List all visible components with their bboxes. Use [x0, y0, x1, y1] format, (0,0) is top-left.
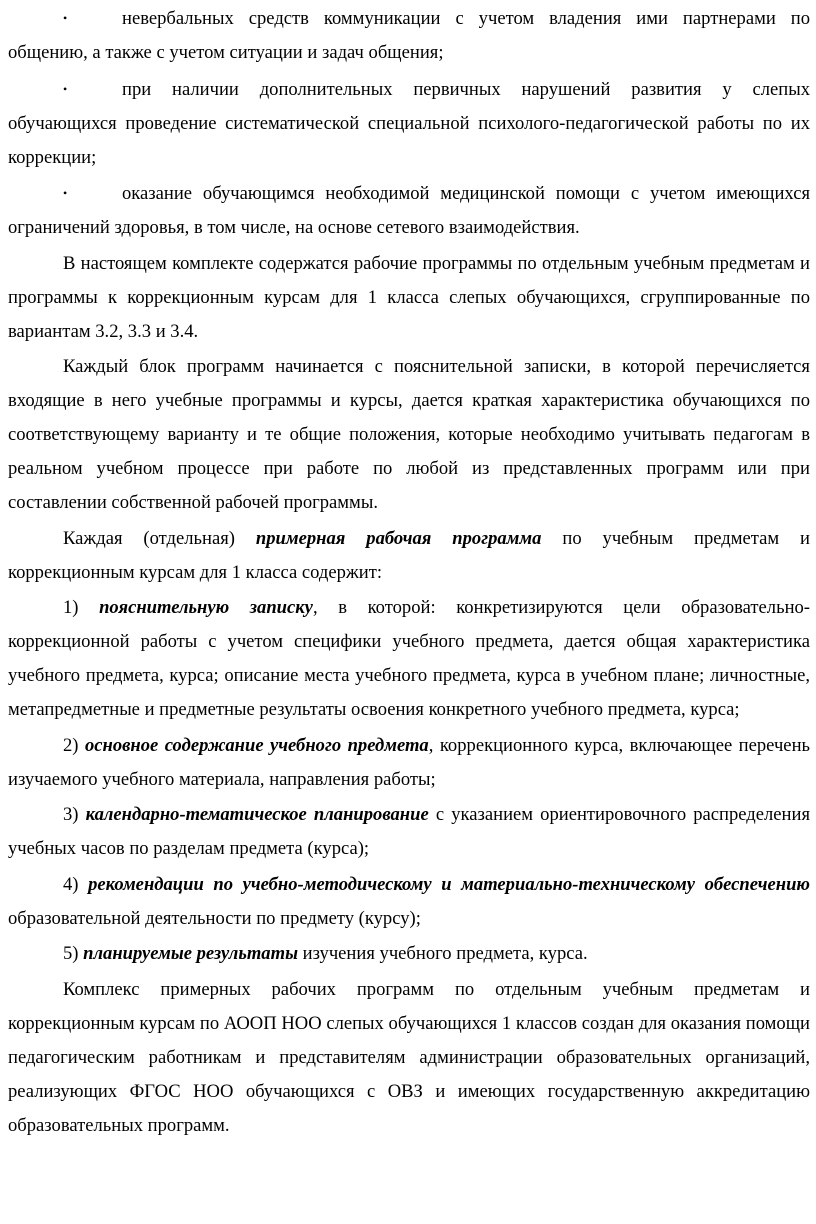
numbered-item-4: [8, 868, 810, 936]
bullet-item: [8, 1, 810, 70]
bullet-item: [8, 176, 810, 245]
item-text: , коррекционного курса, включающее перечень изучаемого учебного материала, направления работы;: [8, 734, 810, 790]
item-number: 2): [63, 734, 85, 756]
item-emphasis: рекомендации по учебно-методическому и материально-техническому обеспечению: [88, 873, 810, 895]
item-text: изучения учебного предмета, курса.: [297, 943, 588, 964]
item-number: 1): [63, 597, 100, 618]
bullet-text: невербальных средств коммуникации с учетом владения ими партнерами по общению, а также с учетом ситуации и задач общения;: [8, 8, 810, 63]
bullet-text: при наличии дополнительных первичных нарушений развития у слепых обучающихся проведение систематической специальной психолого-педагогической работы по их коррекции;: [8, 78, 810, 168]
text-after: по учебным предметам и коррекционным курсам для 1 класса содержит:: [8, 527, 810, 583]
bullet-item: [8, 72, 810, 175]
item-emphasis: пояснительную записку: [99, 597, 313, 618]
item-text: образовательной деятельности по предмету (курсу);: [8, 907, 421, 929]
item-text: , в которой: конкретизируются цели образовательно-коррекционной работы с учетом специфики учебного предмета, дается общая характеристика учебного предмета, курса; описание места учебного предмета, курса в учебном плане; личностные, метапредметные и предметные результаты освоения конкретного учебного предмета, курса;: [8, 597, 811, 720]
numbered-item-3: [8, 798, 810, 866]
numbered-item-2: [8, 729, 810, 797]
bullet-mark: •: [63, 81, 68, 96]
bullet-text: оказание обучающимся необходимой медицинской помощи с учетом имеющихся ограничений здоровья, в том числе, на основе сетевого взаимодействия.: [8, 183, 810, 238]
numbered-item-1: [8, 591, 810, 727]
item-text: с указанием ориентировочного распределения учебных часов по разделам предмета (курса);: [8, 804, 810, 859]
item-emphasis: основное содержание учебного предмета: [84, 734, 429, 756]
paragraph-each-program: [8, 522, 810, 590]
bullet-mark: •: [63, 186, 68, 200]
item-number: 4): [63, 873, 89, 895]
item-number: 5): [63, 943, 84, 964]
numbered-item-5: [8, 937, 810, 971]
bullet-mark: •: [63, 11, 68, 25]
paragraph-program-block: Каждый блок программ начинается с пояснительной записки, в которой перечисляется входящие в него учебные программы и курсы, дается краткая характеристика обучающихся по соответствующему варианту и те общие положения, которые необходимо учитывать педагогам в реальном учебном процессе при работе по любой из представленных программ или при составлении собственной рабочей программы.: [8, 356, 810, 513]
item-emphasis: календарно-тематическое планирование: [85, 804, 429, 825]
item-number: 3): [63, 804, 86, 825]
emphasis: примерная рабочая программа: [255, 527, 542, 549]
paragraph-program-set: В настоящем комплекте содержатся рабочие программы по отдельным учебным предметам и программы к коррекционным курсам для 1 класса слепых обучающихся, сгруппированные по вариантам 3.2, 3.3 и 3.4.: [8, 252, 810, 342]
paragraph-complex: Комплекс примерных рабочих программ по отдельным учебным предметам и коррекционным курсам по АООП НОО слепых обучающихся 1 классов создан для оказания помощи педагогическим работникам и представителям администрации образовательных организаций, реализующих ФГОС НОО обучающихся с ОВЗ и имеющих государственную аккредитацию образовательных программ.: [8, 978, 810, 1136]
text-before: Каждая (отдельная): [63, 527, 256, 549]
item-emphasis: планируемые результаты: [83, 943, 298, 964]
